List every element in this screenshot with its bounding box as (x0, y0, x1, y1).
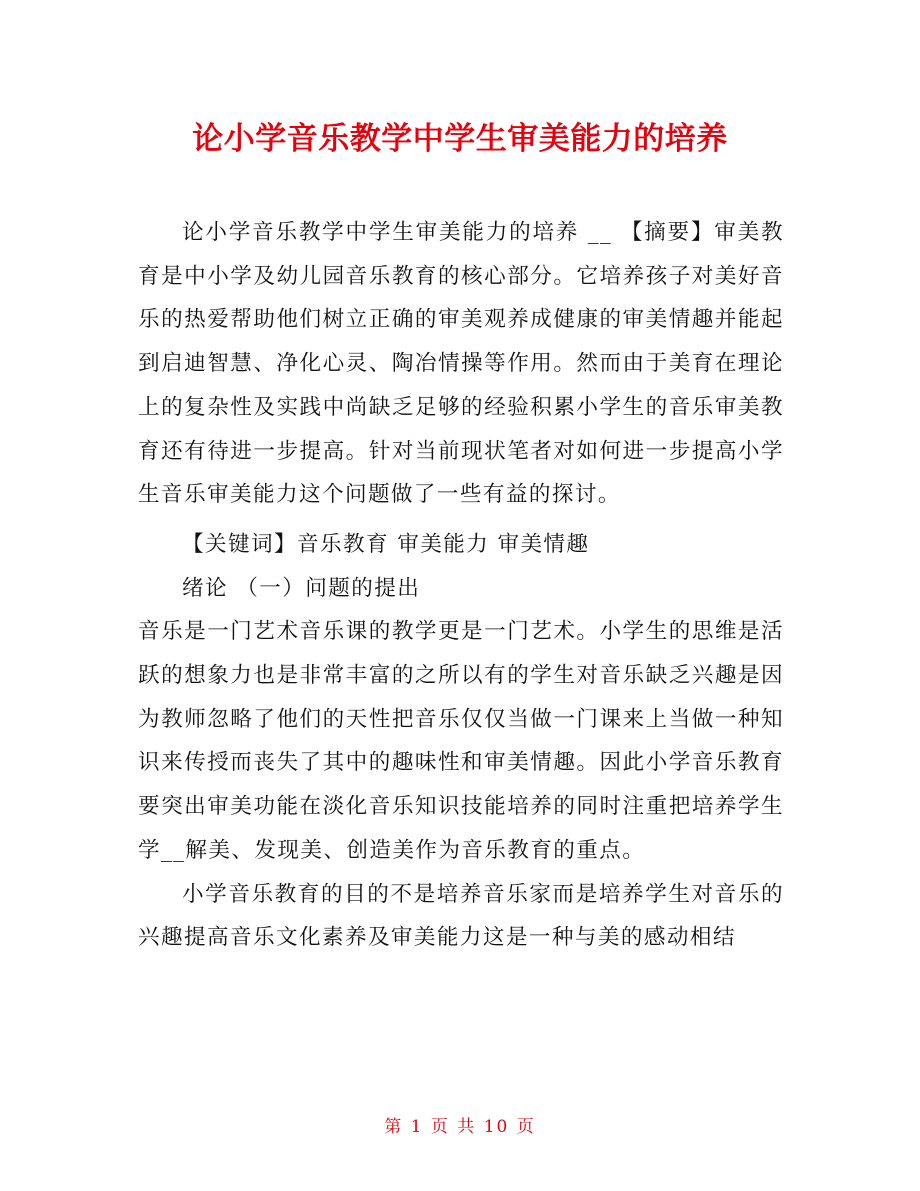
body-paragraph: 音乐是一门艺术音乐课的教学更是一门艺术。小学生的思维是活跃的想象力也是非常丰富的之所以有的学生对音乐缺乏兴趣是因为教师忽略了他们的天性把音乐仅仅当做一门课来上当做一种知识来传授而丧失了其中的趣味性和审美情趣。因此小学音乐教育要突出审美功能在淡化音乐知识技能培养的同时注重把培养学生学__解美、发现美、创造美作为音乐教育的重点。 (138, 619, 784, 863)
abstract-paragraph: 论小学音乐教学中学生审美能力的培养 __ 【摘要】审美教育是中小学及幼儿园音乐教育的核心部分。它培养孩子对美好音乐的热爱帮助他们树立正确的审美观养成健康的审美情趣并能起到启迪智慧、净化心灵、陶冶情操等作用。然而由于美育在理论上的复杂性及实践中尚缺乏足够的经验积累小学生的音乐审美教育还有待进一步提高。针对当前现状笔者对如何进一步提高小学生音乐审美能力这个问题做了一些有益的探讨。 (138, 220, 784, 508)
page-footer: 第 1 页 共 10 页 (384, 1117, 536, 1137)
keywords-paragraph: 【关键词】音乐教育 审美能力 审美情趣 (182, 531, 590, 557)
body-paragraph: 小学音乐教育的目的不是培养音乐家而是培养学生对音乐的兴趣提高音乐文化素养及审美能力这是一种与美的感动相结 (138, 881, 784, 951)
section-heading: 绪论 （一）问题的提出 (182, 575, 421, 601)
document-title: 论小学音乐教学中学生审美能力的培养 (192, 121, 728, 157)
document-body (138, 211, 784, 960)
